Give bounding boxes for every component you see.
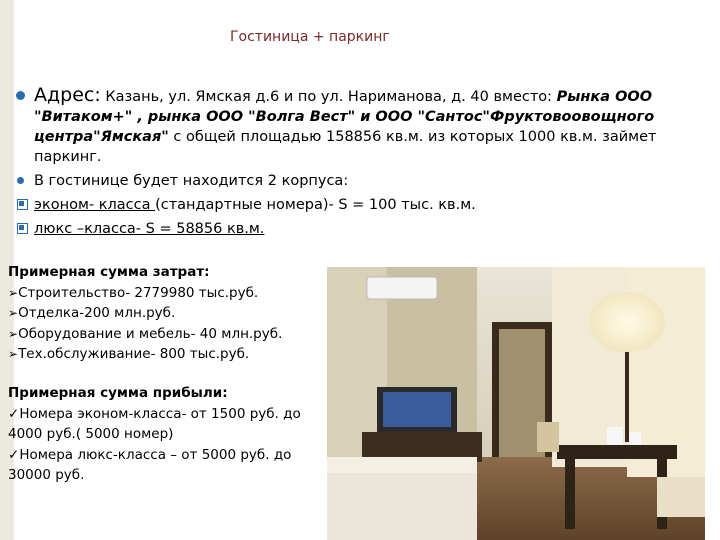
- profit-item: ✓Номера люкс-класса – от 5000 руб. до 30000 руб.: [8, 446, 292, 483]
- cost-item: ➢Строительство- 2779980 тыс.руб.: [8, 284, 259, 301]
- market-names: Рынка ООО "Витаком+" , рынка ООО "Волга Вест" и ООО "Сантос"Фруктовоовощного центра"Ямская": [34, 89, 655, 145]
- lux-label: люкс –класса- S = 58856 кв.м.: [34, 221, 265, 237]
- bullet-dot-icon: [16, 91, 25, 100]
- check-icon: ✓: [8, 405, 20, 422]
- bullet-dot-icon: [17, 177, 24, 184]
- address-label: Адрес:: [34, 84, 101, 106]
- cost-item: ➢Оборудование и мебель- 40 млн.руб.: [8, 325, 283, 342]
- lux-bullet: [14, 219, 694, 239]
- econom-bullet: [14, 195, 694, 215]
- square-bullet-icon: [17, 199, 28, 210]
- check-icon: ✓: [8, 446, 20, 463]
- arrow-bullet-icon: ➢: [8, 285, 19, 300]
- square-bullet-icon: [17, 223, 28, 234]
- main-bullets: [14, 85, 694, 243]
- address-bullet: [14, 85, 694, 167]
- cost-item: ➢Тех.обслуживание- 800 тыс.руб.: [8, 346, 250, 362]
- address-area: с общей площадью 158856 кв.м. из которых 1000 кв.м. займет паркинг.: [34, 129, 657, 165]
- costs-block: [8, 262, 328, 365]
- buildings-bullet: [14, 171, 694, 191]
- profit-heading: Примерная сумма прибыли:: [8, 385, 228, 401]
- hotel-room-photo: [327, 267, 705, 540]
- buildings-text: В гостинице будет находится 2 корпуса:: [34, 173, 349, 189]
- arrow-bullet-icon: ➢: [8, 347, 19, 361]
- profit-item: ✓Номера эконом-класса- от 1500 руб. до 4000 руб.( 5000 номер): [8, 405, 301, 442]
- cost-item: ➢Отделка-200 млн.руб.: [8, 305, 176, 321]
- arrow-bullet-icon: ➢: [8, 306, 19, 320]
- econom-rest: (стандартные номера)- S = 100 тыс. кв.м.: [155, 197, 476, 213]
- econom-label: эконом- класса: [34, 197, 156, 213]
- slide-title: Гостиница + паркинг: [230, 29, 390, 45]
- costs-heading: Примерная сумма затрат:: [8, 264, 210, 280]
- profit-block: [8, 385, 328, 486]
- arrow-bullet-icon: ➢: [8, 326, 19, 341]
- address-text: Казань, ул. Ямская д.6 и по ул. Нариманова, д. 40 вместо:: [100, 89, 557, 105]
